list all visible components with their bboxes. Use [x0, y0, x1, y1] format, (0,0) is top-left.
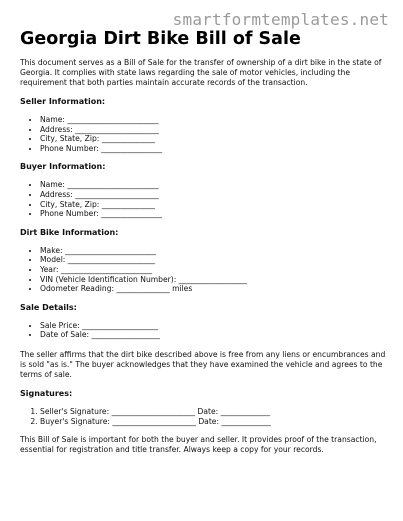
bike-year-field: • Year: ________________________ [40, 265, 390, 275]
intro-paragraph: This document serves as a Bill of Sale for the transfer of ownership of a dirt bike in the state of Georgia. It complies with state laws regarding the sale of motor vehicles, including the requirement that both parties maintain accurate records of the transaction. [20, 58, 382, 87]
seller-name-field: • Name: ________________________ [40, 115, 390, 125]
buyer-name-field: • Name: ________________________ [40, 180, 390, 190]
buyer-phone-field: • Phone Number: ________________ [40, 209, 390, 219]
affirmation-paragraph: The seller affirms that the dirt bike described above is free from any liens or encumbrances and is sold "as is." The buyer acknowledges that they have examined the vehicle and agrees to the terms of sale. [20, 349, 386, 379]
signature-lines [20, 407, 390, 426]
signatures-heading: Signatures: [20, 388, 73, 398]
document [20, 28, 390, 455]
seller-heading: Seller Information: [20, 97, 106, 106]
sale-date-field: • Date of Sale: __________________ [40, 330, 390, 340]
bike-heading: Dirt Bike Information: [20, 227, 119, 237]
seller-city-state-zip-field: • City, State, Zip: ______________ [40, 134, 390, 144]
watermark: smartformtemplates.net [172, 10, 389, 29]
buyer-city-state-zip-field: • City, State, Zip: ______________ [40, 200, 390, 210]
buyer-address-field: • Address: ______________________ [40, 190, 390, 200]
buyer-heading: Buyer Information: [20, 162, 106, 172]
seller-address-field: • Address: ______________________ [40, 125, 390, 135]
closing-paragraph: This Bill of Sale is important for both the buyer and seller. It provides proof of the transaction, essential for registration and title transfer. Always keep a copy for your records. [20, 435, 377, 455]
bike-fields [20, 246, 390, 294]
sale-heading: Sale Details: [20, 302, 77, 312]
bike-vin-field: • VIN (Vehicle Identification Number): __________________ [40, 275, 390, 285]
bike-odometer-field: • Odometer Reading: ______________ miles [40, 284, 390, 294]
sale-price-field: • Sale Price: ____________________ [40, 321, 390, 331]
seller-signature-line: 1. Seller's Signature: ______________________ Date: _____________ [40, 407, 390, 417]
document-title: Georgia Dirt Bike Bill of Sale [20, 29, 301, 49]
seller-fields [20, 115, 390, 153]
bike-make-field: • Make: ________________________ [40, 246, 390, 256]
seller-phone-field: • Phone Number: ________________ [40, 144, 390, 154]
sale-fields [20, 321, 390, 340]
buyer-fields [20, 180, 390, 218]
buyer-signature-line: 2. Buyer's Signature: ______________________ Date: _____________ [40, 417, 390, 427]
bike-model-field: • Model: _______________________ [40, 255, 390, 265]
